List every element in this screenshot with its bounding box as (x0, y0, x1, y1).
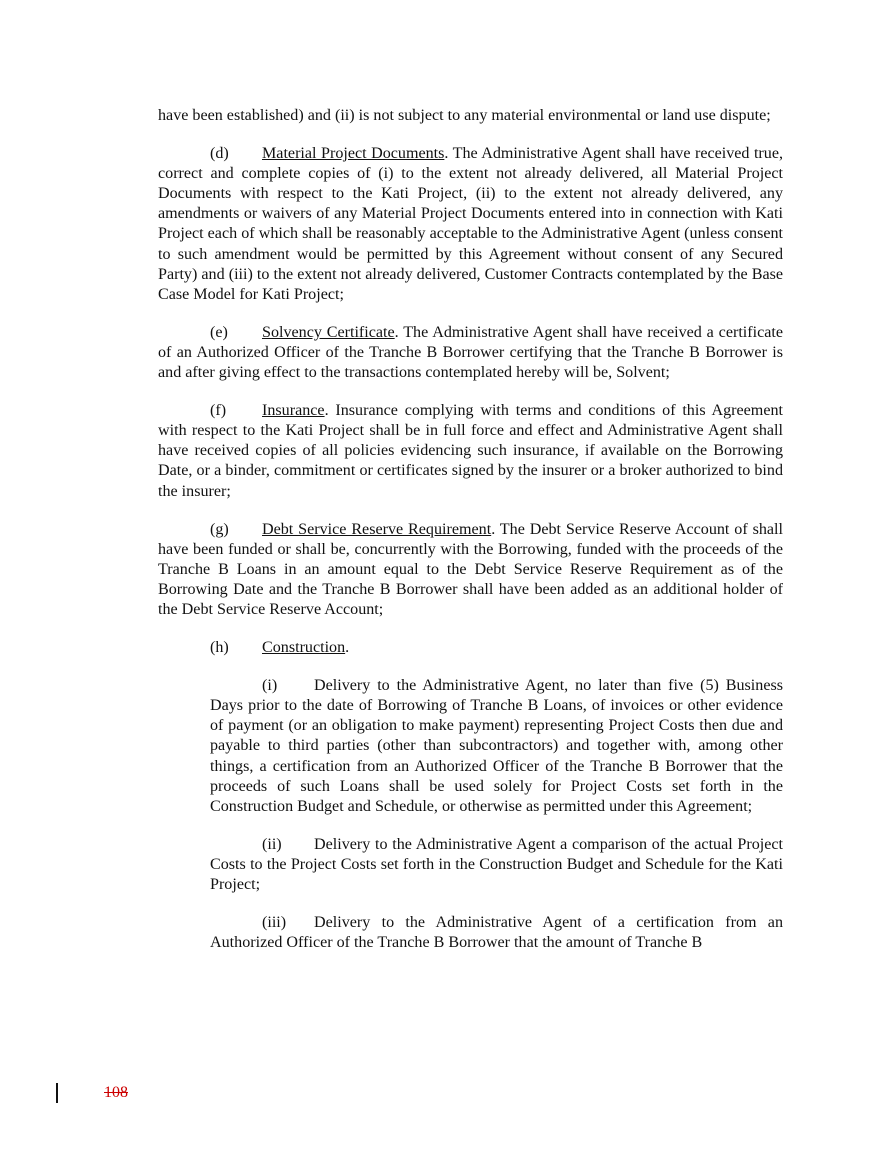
page-number: 108 (104, 1084, 128, 1101)
paragraph-label: (f) (210, 402, 227, 420)
paragraph-label: (d) (210, 145, 229, 163)
revision-change-bar (56, 1083, 58, 1103)
paragraph-label: (e) (210, 323, 228, 341)
paragraph-f (158, 401, 783, 501)
paragraph-heading: Construction (262, 639, 346, 657)
paragraph-g (158, 520, 783, 620)
paragraph-heading: Solvency Certificate (262, 323, 395, 341)
paragraph-heading: Insurance (262, 402, 325, 420)
paragraph-heading: Debt Service Reserve Requirement (262, 520, 492, 538)
paragraph-text: . The Administrative Agent shall have received true, correct and complete copies of (i) to the extent not already delivered, all Material Project Documents with respect to the Kati Project, (ii) to the extent not already delivered, any amendments or waivers of any Material Project Documents entered into in connection with Kati Project each of which shall be reasonably acceptable to the Administrative Agent (unless consent to such amendment would be permitted by this Agreement without consent of any Secured Party) and (iii) to the extent not already delivered, Customer Contracts contemplated by the Base Case Model for Kati Project; (158, 145, 783, 303)
subparagraph-label: (i) (262, 677, 278, 695)
subparagraph-ii (210, 835, 783, 895)
paragraph-d (158, 144, 783, 305)
paragraph-heading: Material Project Documents (262, 145, 445, 163)
subparagraph-text: Delivery to the Administrative Agent of a certification from an Authorized Officer of the Tranche B Borrower that the amount of Tranche B (210, 914, 783, 952)
paragraph-h-heading (210, 638, 783, 658)
paragraph-continuation: have been established) and (ii) is not subject to any material environmental or land use dispute; (158, 107, 771, 124)
paragraph-text: . Insurance complying with terms and conditions of this Agreement with respect to the Kati Project shall be in full force and effect and Administrative Agent shall have received copies of all policies evidencing such insurance, if available on the Borrowing Date, or a binder, commitment or certificates signed by the insurer or a broker authorized to bind the insurer; (158, 402, 783, 500)
paragraph-text: . The Debt Service Reserve Account of shall have been funded or shall be, concurrently with the Borrowing, funded with the proceeds of the Tranche B Loans in an amount equal to the Debt Service Reserve Requirement as of the Borrowing Date and the Tranche B Borrower shall have been added as an additional holder of the Debt Service Reserve Account; (158, 520, 783, 618)
paragraph-text: . The Administrative Agent shall have received a certificate of an Authorized Officer of the Tranche B Borrower certifying that the Tranche B Borrower is and after giving effect to the transactions contemplated hereby will be, Solvent; (158, 323, 783, 382)
subparagraph-text: Delivery to the Administrative Agent, no later than five (5) Business Days prior to the date of Borrowing of Tranche B Loans, of invoices or other evidence of payment (or an obligation to make payment) representing Project Costs then due and payable to third parties (other than subcontractors) and together with, among other things, a certification from an Authorized Officer of the Tranche B Borrower that the proceeds of such Loans shall be used solely for Project Costs set forth in the Construction Budget and Schedule, or otherwise as permitted under this Agreement; (210, 677, 783, 815)
subparagraph-text: Delivery to the Administrative Agent a comparison of the actual Project Costs to the Project Costs set forth in the Construction Budget and Schedule for the Kati Project; (210, 835, 783, 893)
subparagraph-label: (iii) (262, 914, 287, 932)
paragraph-label: (g) (210, 520, 229, 538)
paragraph-label: (h) (210, 639, 229, 657)
paragraph-e (158, 323, 783, 383)
subparagraph-i (210, 676, 783, 817)
subparagraph-label: (ii) (262, 835, 282, 853)
heading-suffix: . (345, 639, 350, 657)
document-body (158, 106, 783, 953)
subparagraph-iii (210, 913, 783, 953)
